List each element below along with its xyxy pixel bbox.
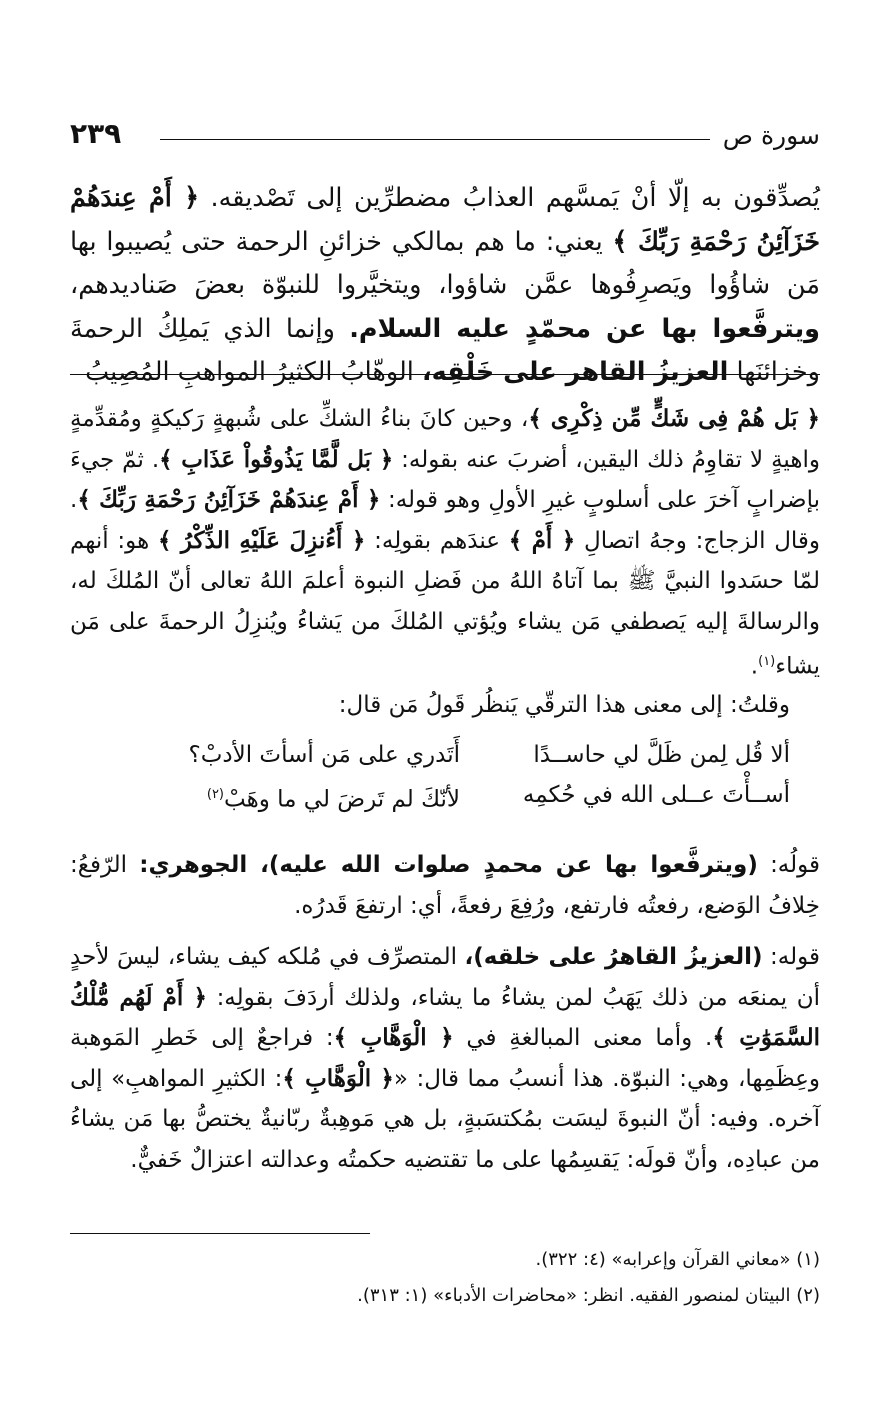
header-rule bbox=[160, 139, 710, 140]
main-part-4: الوهّابُ الكثيرُ المواهبِ المُصِيبُ bbox=[85, 357, 414, 387]
quran-verse: ﴿ أَمْ عِندَهُمْ خَزَآئِنُ رَحْمَةِ رَبِّكَ ﴾ bbox=[70, 183, 820, 257]
footnote-2: (٢) البيتان لمنصور الفقيه. انظر: «محاضرات الأدباء» (١: ٣١٣). bbox=[357, 1285, 820, 1306]
quran-quote: ﴿ أَمْ لَهُم مُّلْكُ السَّمَوَٰتِ ﴾ bbox=[70, 983, 820, 1051]
commentary-paragraph-1 bbox=[70, 399, 820, 687]
commentary-text: هو: أنهم لمّا حسَدوا النبيَّ ﷺ بما آتاهُ اللهُ من فَضلِ النبوة أعلمَ اللهُ تعالى أنّ المُلكَ له، والرسالةَ إليه يَصطفي مَن يشاء ويُؤتي المُلكَ من يَشاءُ ويُنزِلُ الرحمةَ على مَن يشاء bbox=[70, 527, 820, 680]
main-part-3: وإنما الذي يَملِكُ الرحمةَ وخزائنَها bbox=[70, 313, 820, 387]
verse-hemistich: أســأْتَ عــلى الله في حُكمِه bbox=[522, 782, 790, 808]
commentary-text: قوله: bbox=[770, 944, 820, 970]
main-text bbox=[70, 177, 820, 395]
footnote-1: (١) «معاني القرآن وإعرابه» (٤: ٣٢٢). bbox=[535, 1249, 820, 1270]
verse-hemistich bbox=[140, 775, 460, 820]
commentary-text: ، وحين كانَ بناءُ الشكِّ على شُبهةٍ رَكيكةٍ ومُقدِّمةٍ واهيةٍ لا تقاوِمُ ذلك اليقين، أضربَ عنه بقوله: bbox=[70, 406, 821, 473]
commentary-text: الرّفعُ: خِلافُ الوَضع، رفعتُه فارتفع، ورُفِعَ رفعةً، أي: ارتفعَ قَدرُه. bbox=[70, 852, 820, 919]
commentary-text: . bbox=[750, 653, 759, 680]
commentary-paragraph-2: وقلتُ: إلى معنى هذا الترقّي يَنظُر قَولُ مَن قال: bbox=[338, 692, 790, 718]
main-part-2: يعني: ما هم بمالكي خزائنِ الرحمة حتى يُصيبوا بها مَن شاؤُوا ويَصرِفُوها عمَّن شاؤوا، ويتخيَّروا للنبوّة بعضَ صَناديدهم، bbox=[70, 226, 820, 300]
quran-quote: ﴿ بَل هُمْ فِى شَكٍّ مِّن ذِكْرِى ﴾ bbox=[528, 405, 820, 432]
main-part-1: يُصدِّقون به إلّا أنْ يَمسَّهم العذابُ مضطرِّين إلى تَصْديقه. bbox=[210, 183, 820, 213]
main-bold-1: ويترفَّعوا بها عن محمّدٍ عليه السلام. bbox=[349, 313, 821, 344]
verse-text: لأنّكَ لم تَرضَ لي ما وهَبْ bbox=[224, 786, 460, 813]
commentary-paragraph-4 bbox=[70, 937, 820, 1180]
commentary-text: قولُه: bbox=[770, 852, 821, 878]
quran-quote: ﴿ الْوَهَّابِ ﴾ bbox=[282, 1064, 394, 1092]
page-header bbox=[70, 115, 820, 155]
main-bold-2: العزيزُ القاهر على خَلْقِه، bbox=[421, 357, 729, 387]
commentary-bold: (ويترفَّعوا بها عن محمدٍ صلوات الله عليه)، الجوهري: bbox=[139, 852, 758, 878]
commentary-text: : الكثيرِ المواهبِ» إلى آخره. وفيه: أنّ النبوةَ ليسَت بمُكتسَبةٍ، بل هي مَوهِبةٌ ربّانيةٌ يختصُّ بها مَن يشاءُ من عبادِه، وأنّ قولَه: يَقسِمُها على ما تقتضيه حكمتُه وعدالته اعتزالٌ خَفيٌّ. bbox=[70, 1065, 820, 1173]
verse-hemistich: ألا قُل لِمن ظَلَّ لي حاســدًا bbox=[533, 742, 790, 768]
commentary-text: المتصرِّف في مُلكه كيف يشاء، ليسَ لأحدٍ أن يمنعَه من ذلك يَهَبُ لمن يشاءُ ما يشاء، ولذلك أردَفَ بقولِه: bbox=[70, 944, 820, 1011]
footnote-ref-2[interactable]: (٢) bbox=[206, 787, 224, 802]
commentary-bold: (العزيزُ القاهرُ على خلقه)، bbox=[464, 944, 763, 970]
quran-quote: ﴿ بَل لَّمَّا يَذُوقُواْ عَذَابِ ﴾ bbox=[159, 445, 394, 473]
commentary-text: : فراجعٌ إلى خَطرِ المَوهبة وعِظَمِها، وهي: النبوّة. هذا أنسبُ مما قال: « bbox=[70, 1025, 820, 1092]
section-divider bbox=[70, 374, 820, 375]
running-title: سورة ص bbox=[722, 121, 820, 150]
commentary-paragraph-3 bbox=[70, 845, 820, 926]
footnote-ref-1[interactable]: (١) bbox=[758, 654, 776, 669]
quran-quote: ﴿ أَمْ عِندَهُمْ خَزَآئِنُ رَحْمَةِ رَبِّكَ ﴾ bbox=[77, 486, 381, 513]
verse-hemistich: أَتَدري على مَن أسأتَ الأدبْ؟ bbox=[188, 742, 460, 768]
commentary-text: . وقال الزجاج: وجهُ اتصالِ bbox=[70, 487, 821, 554]
commentary-text: . ثمّ جيءَ بإضرابٍ آخرَ على أسلوبٍ غيرِ الأولِ وهو قوله: bbox=[70, 446, 820, 513]
quran-quote: ﴿ أَمْ ﴾ bbox=[508, 526, 576, 554]
page-number: ٢٣٩ bbox=[70, 117, 122, 150]
footnote-divider bbox=[70, 1233, 370, 1234]
quran-quote: ﴿ الْوَهَّابِ ﴾ bbox=[333, 1024, 454, 1051]
commentary-text: عندَهم بقولِه: bbox=[374, 527, 501, 554]
commentary-text: . وأما معنى المبالغةِ في bbox=[466, 1025, 713, 1051]
poem-verses bbox=[140, 735, 790, 815]
quran-quote: ﴿ أَءُنزِلَ عَلَيْهِ الذِّكْرُ ﴾ bbox=[157, 526, 366, 554]
